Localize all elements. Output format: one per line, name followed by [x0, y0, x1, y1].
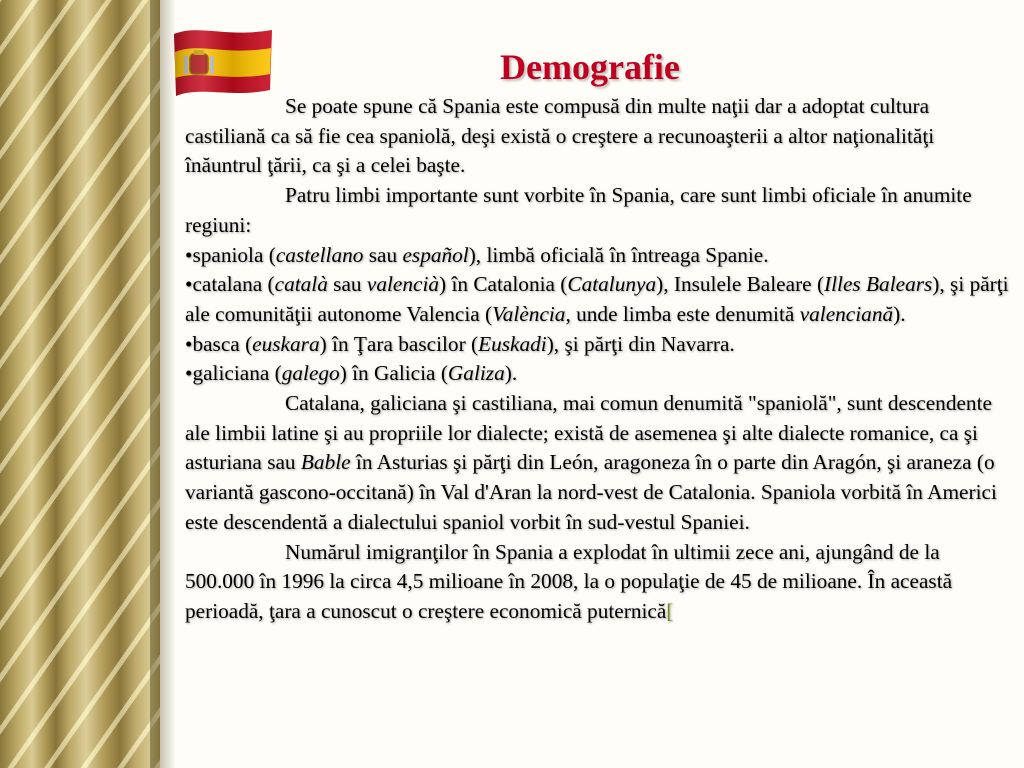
- page-title: Demografie: [500, 47, 680, 87]
- list-item-basca: •basca (euskara) în Ţara bascilor (Euskadi), şi părţi din Navarra.: [185, 331, 735, 356]
- list-item-spaniola: •spaniola (castellano sau español), limbă oficială în întreaga Spanie.: [185, 242, 769, 267]
- paragraph-2: Patru limbi importante sunt vorbite în Spania, care sunt limbi oficiale în anumite regiuni:: [185, 183, 972, 237]
- list-item-galiciana: •galiciana (galego) în Galicia (Galiza).: [185, 361, 518, 386]
- spain-flag-icon: [170, 24, 276, 100]
- paragraph-1: Se poate spune că Spania este compusă din multe naţii dar a adoptat cultura castiliană ca să fie cea spaniolă, deşi există o creştere a recunoaşterii a altor naţionalităţi înăuntrul ţării, ca şi a celei başte.: [185, 94, 935, 178]
- body-text: [185, 92, 1013, 627]
- golden-column-decoration: [0, 0, 160, 768]
- paragraph-3: Catalana, galiciana şi castiliana, mai comun denumită "spaniolă", sunt descendente ale limbii latine şi au propriile lor dialecte; există de asemenea şi alte dialecte romanice, ca şi asturiana sau Bable în Asturias şi părţi din León, aragoneza în o parte din Aragón, şi araneza (o variantă gascono-occitană) în Val d'Aran la nord-vest de Catalonia. Spaniola vorbită în Americi este descendentă a dialectului spaniol vorbit în sud-vestul Spaniei.: [185, 391, 997, 534]
- column-shadow: [150, 0, 176, 768]
- paragraph-4: Numărul imigranţilor în Spania a explodat în ultimii zece ani, ajungând de la 500.000 în 1996 la circa 4,5 milioane în 2008, la o populaţie de 45 de milioane. În această perioadă, ţara a cunoscut o creştere economică puternică[: [185, 539, 953, 623]
- list-item-catalana: •catalana (català sau valencià) în Catalonia (Catalunya), Insulele Baleare (Illes Balears), şi părţi ale comunităţii autonome Valencia (València, unde limba este denumită valenciană).: [185, 272, 1009, 326]
- reference-link[interactable]: [: [666, 598, 674, 623]
